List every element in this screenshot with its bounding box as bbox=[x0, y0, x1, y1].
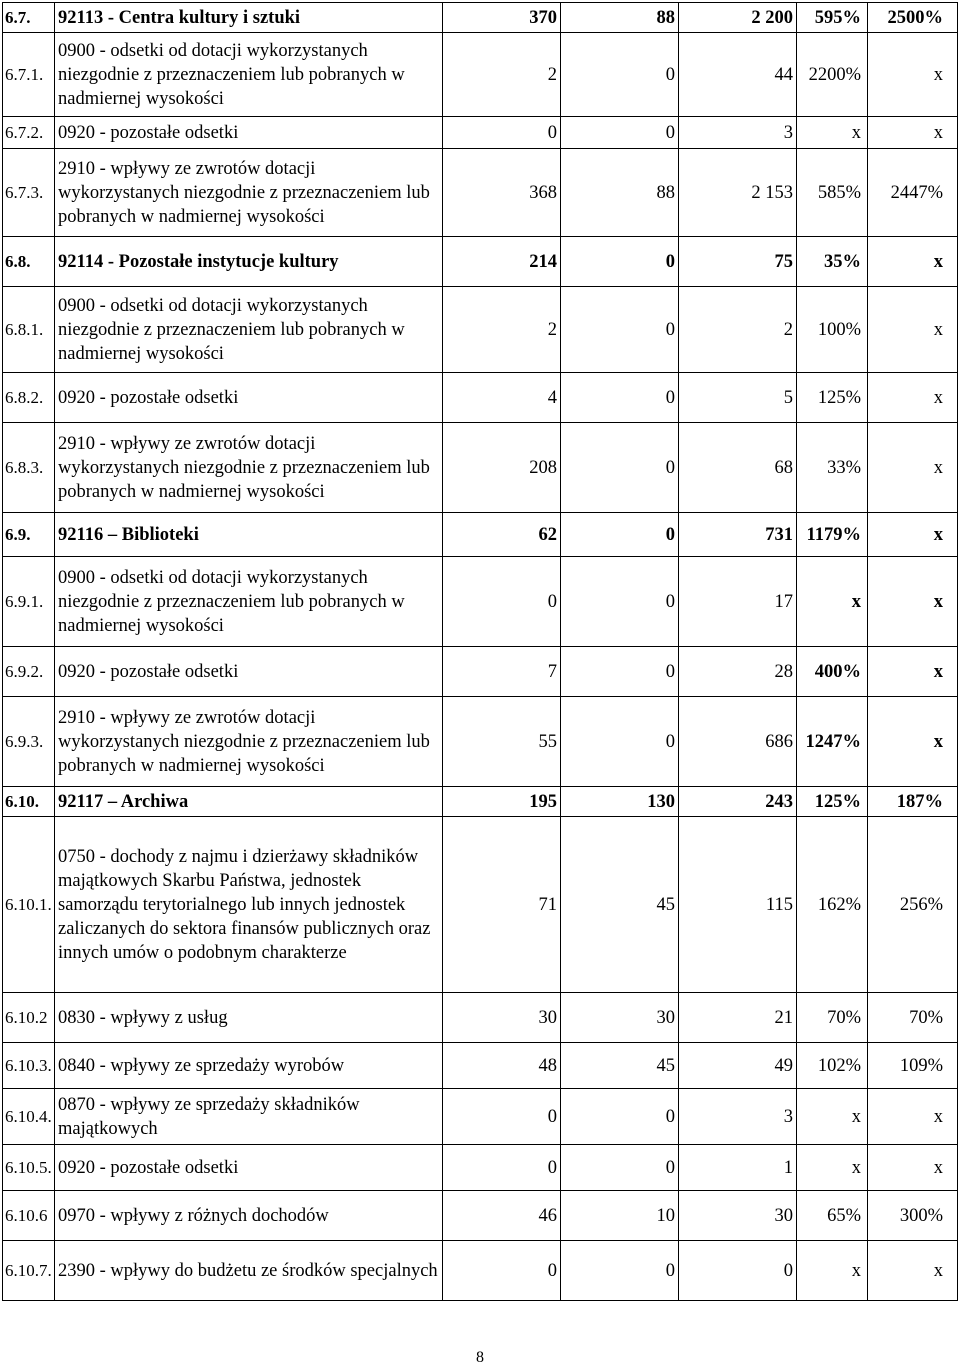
row-description: 0920 - pozostałe odsetki bbox=[55, 117, 443, 149]
row-number: 6.8.1. bbox=[3, 287, 55, 373]
percent-1: 33% bbox=[797, 423, 868, 513]
executed-value-prior: 0 bbox=[561, 117, 679, 149]
plan-value: 0 bbox=[443, 117, 561, 149]
executed-value: 3 bbox=[679, 117, 797, 149]
executed-value: 2 153 bbox=[679, 149, 797, 237]
executed-value-prior: 0 bbox=[561, 557, 679, 647]
percent-1: 400% bbox=[797, 647, 868, 697]
table-row bbox=[3, 817, 958, 993]
percent-1: x bbox=[797, 557, 868, 647]
plan-value: 62 bbox=[443, 513, 561, 557]
table-row bbox=[3, 557, 958, 647]
percent-1: 1179% bbox=[797, 513, 868, 557]
table-row bbox=[3, 513, 958, 557]
percent-1: x bbox=[797, 1145, 868, 1191]
row-number: 6.10.5. bbox=[3, 1145, 55, 1191]
percent-1: 125% bbox=[797, 373, 868, 423]
executed-value: 30 bbox=[679, 1191, 797, 1241]
row-description: 0900 - odsetki od dotacji wykorzystanych niezgodnie z przeznaczeniem lub pobranych w nadmiernej wysokości bbox=[55, 287, 443, 373]
percent-2: x bbox=[868, 117, 958, 149]
executed-value: 1 bbox=[679, 1145, 797, 1191]
executed-value-prior: 30 bbox=[561, 993, 679, 1043]
executed-value-prior: 10 bbox=[561, 1191, 679, 1241]
row-description: 2910 - wpływy ze zwrotów dotacji wykorzystanych niezgodnie z przeznaczeniem lub pobranych w nadmiernej wysokości bbox=[55, 149, 443, 237]
executed-value: 44 bbox=[679, 33, 797, 117]
row-number: 6.9.1. bbox=[3, 557, 55, 647]
executed-value-prior: 0 bbox=[561, 287, 679, 373]
executed-value-prior: 0 bbox=[561, 1241, 679, 1301]
percent-1: 102% bbox=[797, 1043, 868, 1089]
percent-1: 35% bbox=[797, 237, 868, 287]
percent-1: 2200% bbox=[797, 33, 868, 117]
row-description: 0750 - dochody z najmu i dzierżawy składników majątkowych Skarbu Państwa, jednostek samorządu terytorialnego lub innych jednostek zaliczanych do sektora finansów publicznych oraz innych umów o podobnym charakterze bbox=[55, 817, 443, 993]
table-row bbox=[3, 647, 958, 697]
executed-value: 2 bbox=[679, 287, 797, 373]
percent-2: 2447% bbox=[868, 149, 958, 237]
percent-1: 585% bbox=[797, 149, 868, 237]
percent-1: 595% bbox=[797, 3, 868, 33]
table-row bbox=[3, 1089, 958, 1145]
row-description: 92116 – Biblioteki bbox=[55, 513, 443, 557]
row-number: 6.9. bbox=[3, 513, 55, 557]
executed-value: 28 bbox=[679, 647, 797, 697]
executed-value-prior: 0 bbox=[561, 237, 679, 287]
executed-value: 2 200 bbox=[679, 3, 797, 33]
row-description: 92114 - Pozostałe instytucje kultury bbox=[55, 237, 443, 287]
percent-1: x bbox=[797, 1089, 868, 1145]
row-number: 6.10.6 bbox=[3, 1191, 55, 1241]
table-row bbox=[3, 1145, 958, 1191]
executed-value: 49 bbox=[679, 1043, 797, 1089]
percent-1: 100% bbox=[797, 287, 868, 373]
percent-1: 1247% bbox=[797, 697, 868, 787]
executed-value: 3 bbox=[679, 1089, 797, 1145]
plan-value: 46 bbox=[443, 1191, 561, 1241]
percent-2: x bbox=[868, 423, 958, 513]
income-table-body bbox=[3, 3, 958, 1301]
percent-2: x bbox=[868, 1145, 958, 1191]
plan-value: 195 bbox=[443, 787, 561, 817]
row-description: 0920 - pozostałe odsetki bbox=[55, 647, 443, 697]
row-number: 6.8. bbox=[3, 237, 55, 287]
percent-2: x bbox=[868, 287, 958, 373]
table-row bbox=[3, 117, 958, 149]
percent-1: x bbox=[797, 117, 868, 149]
percent-2: 2500% bbox=[868, 3, 958, 33]
percent-2: x bbox=[868, 1241, 958, 1301]
plan-value: 0 bbox=[443, 1145, 561, 1191]
executed-value: 686 bbox=[679, 697, 797, 787]
percent-2: x bbox=[868, 33, 958, 117]
table-row bbox=[3, 3, 958, 33]
row-number: 6.8.3. bbox=[3, 423, 55, 513]
row-number: 6.7.3. bbox=[3, 149, 55, 237]
row-number: 6.9.2. bbox=[3, 647, 55, 697]
row-number: 6.7. bbox=[3, 3, 55, 33]
executed-value: 5 bbox=[679, 373, 797, 423]
plan-value: 7 bbox=[443, 647, 561, 697]
plan-value: 4 bbox=[443, 373, 561, 423]
row-description: 92117 – Archiwa bbox=[55, 787, 443, 817]
row-description: 2910 - wpływy ze zwrotów dotacji wykorzystanych niezgodnie z przeznaczeniem lub pobranych w nadmiernej wysokości bbox=[55, 423, 443, 513]
table-row bbox=[3, 287, 958, 373]
table-row bbox=[3, 373, 958, 423]
plan-value: 2 bbox=[443, 287, 561, 373]
executed-value-prior: 88 bbox=[561, 3, 679, 33]
percent-1: 162% bbox=[797, 817, 868, 993]
row-number: 6.10.2 bbox=[3, 993, 55, 1043]
executed-value: 75 bbox=[679, 237, 797, 287]
row-description: 2910 - wpływy ze zwrotów dotacji wykorzystanych niezgodnie z przeznaczeniem lub pobranych w nadmiernej wysokości bbox=[55, 697, 443, 787]
row-number: 6.7.1. bbox=[3, 33, 55, 117]
percent-2: x bbox=[868, 557, 958, 647]
plan-value: 48 bbox=[443, 1043, 561, 1089]
percent-2: 300% bbox=[868, 1191, 958, 1241]
executed-value-prior: 0 bbox=[561, 373, 679, 423]
executed-value-prior: 88 bbox=[561, 149, 679, 237]
row-description: 0840 - wpływy ze sprzedaży wyrobów bbox=[55, 1043, 443, 1089]
row-description: 0830 - wpływy z usług bbox=[55, 993, 443, 1043]
executed-value-prior: 0 bbox=[561, 697, 679, 787]
executed-value: 21 bbox=[679, 993, 797, 1043]
row-description: 0900 - odsetki od dotacji wykorzystanych niezgodnie z przeznaczeniem lub pobranych w nadmiernej wysokości bbox=[55, 33, 443, 117]
percent-1: x bbox=[797, 1241, 868, 1301]
table-row bbox=[3, 1191, 958, 1241]
row-number: 6.10.7. bbox=[3, 1241, 55, 1301]
plan-value: 2 bbox=[443, 33, 561, 117]
plan-value: 214 bbox=[443, 237, 561, 287]
row-number: 6.10.4. bbox=[3, 1089, 55, 1145]
plan-value: 30 bbox=[443, 993, 561, 1043]
plan-value: 0 bbox=[443, 1089, 561, 1145]
percent-2: x bbox=[868, 373, 958, 423]
table-row bbox=[3, 787, 958, 817]
table-row bbox=[3, 237, 958, 287]
row-number: 6.8.2. bbox=[3, 373, 55, 423]
executed-value: 68 bbox=[679, 423, 797, 513]
row-number: 6.9.3. bbox=[3, 697, 55, 787]
row-number: 6.10.1. bbox=[3, 817, 55, 993]
percent-2: x bbox=[868, 1089, 958, 1145]
table-row bbox=[3, 33, 958, 117]
row-description: 2390 - wpływy do budżetu ze środków specjalnych bbox=[55, 1241, 443, 1301]
percent-2: x bbox=[868, 237, 958, 287]
table-row bbox=[3, 993, 958, 1043]
executed-value-prior: 130 bbox=[561, 787, 679, 817]
plan-value: 0 bbox=[443, 557, 561, 647]
executed-value: 243 bbox=[679, 787, 797, 817]
plan-value: 368 bbox=[443, 149, 561, 237]
plan-value: 55 bbox=[443, 697, 561, 787]
row-description: 0920 - pozostałe odsetki bbox=[55, 373, 443, 423]
percent-2: 187% bbox=[868, 787, 958, 817]
plan-value: 0 bbox=[443, 1241, 561, 1301]
percent-2: x bbox=[868, 647, 958, 697]
percent-1: 125% bbox=[797, 787, 868, 817]
row-description: 92113 - Centra kultury i sztuki bbox=[55, 3, 443, 33]
row-number: 6.10. bbox=[3, 787, 55, 817]
percent-2: x bbox=[868, 697, 958, 787]
executed-value-prior: 0 bbox=[561, 647, 679, 697]
executed-value-prior: 0 bbox=[561, 423, 679, 513]
executed-value: 731 bbox=[679, 513, 797, 557]
table-row bbox=[3, 1043, 958, 1089]
income-table bbox=[2, 2, 958, 1301]
table-row bbox=[3, 697, 958, 787]
row-number: 6.10.3. bbox=[3, 1043, 55, 1089]
table-row bbox=[3, 1241, 958, 1301]
percent-2: x bbox=[868, 513, 958, 557]
plan-value: 71 bbox=[443, 817, 561, 993]
row-number: 6.7.2. bbox=[3, 117, 55, 149]
plan-value: 208 bbox=[443, 423, 561, 513]
table-row bbox=[3, 423, 958, 513]
executed-value-prior: 0 bbox=[561, 1145, 679, 1191]
executed-value: 17 bbox=[679, 557, 797, 647]
executed-value-prior: 0 bbox=[561, 513, 679, 557]
percent-2: 256% bbox=[868, 817, 958, 993]
percent-1: 65% bbox=[797, 1191, 868, 1241]
executed-value-prior: 0 bbox=[561, 33, 679, 117]
table-row bbox=[3, 149, 958, 237]
row-description: 0900 - odsetki od dotacji wykorzystanych niezgodnie z przeznaczeniem lub pobranych w nadmiernej wysokości bbox=[55, 557, 443, 647]
executed-value-prior: 45 bbox=[561, 1043, 679, 1089]
row-description: 0920 - pozostałe odsetki bbox=[55, 1145, 443, 1191]
percent-2: 70% bbox=[868, 993, 958, 1043]
plan-value: 370 bbox=[443, 3, 561, 33]
executed-value-prior: 45 bbox=[561, 817, 679, 993]
page-number: 8 bbox=[476, 1349, 484, 1366]
executed-value: 115 bbox=[679, 817, 797, 993]
percent-2: 109% bbox=[868, 1043, 958, 1089]
percent-1: 70% bbox=[797, 993, 868, 1043]
row-description: 0970 - wpływy z różnych dochodów bbox=[55, 1191, 443, 1241]
executed-value-prior: 0 bbox=[561, 1089, 679, 1145]
row-description: 0870 - wpływy ze sprzedaży składników majątkowych bbox=[55, 1089, 443, 1145]
executed-value: 0 bbox=[679, 1241, 797, 1301]
